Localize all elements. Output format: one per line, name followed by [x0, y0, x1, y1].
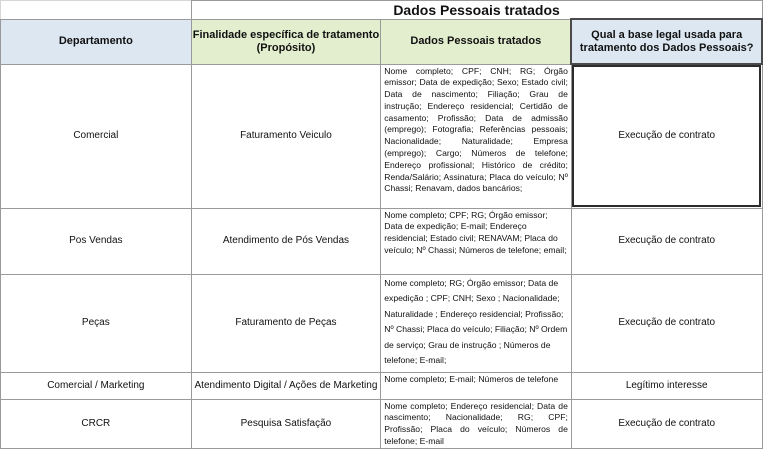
table-row: [1, 274, 763, 372]
cell-departamento[interactable]: Comercial / Marketing: [1, 372, 192, 399]
header-finalidade-text: Finalidade específica de tratamento: [192, 28, 380, 41]
cell-finalidade[interactable]: Atendimento de Pós Vendas: [191, 208, 381, 274]
cell-dados[interactable]: Nome completo; RG; Órgão emissor; Data de expedição ; CPF; CNH; Sexo ; Nacionalidade; Naturalidade ; Endereço residencial; Profissão; Nº Chassi; Placa do veículo; Filiação; Nº Ordem de serviço; Grau de instrução ; Números de telefone; E-mail;: [381, 274, 572, 372]
cell-base-legal[interactable]: Execução de contrato: [571, 274, 762, 372]
table-row: [1, 208, 763, 274]
empty-cell[interactable]: [1, 1, 192, 20]
section-title[interactable]: Dados Pessoais tratados: [191, 1, 762, 20]
cell-departamento[interactable]: Pos Vendas: [1, 208, 192, 274]
title-row: [1, 1, 763, 20]
cell-dados[interactable]: Nome completo; CPF; CNH; RG; Órgão emissor; Data de expedição; Sexo; Estado civil; Data de nascimento; Filiação; Grau de instrução; Endereço residencial; Certidão de casamento; Profissão; Data de admissão (emprego); Fotografia; Referências pessoais; Nacionalidade; Naturalidade; Empresa (emprego); Cargo; Números de telefone; Endereço profissional; Histórico de crédito; Renda/Salário; Assinatura; Placa do veículo; Nº Chassi; Renavam, dados bancários;: [381, 64, 572, 208]
cell-base-legal[interactable]: Execução de contrato: [571, 208, 762, 274]
header-finalidade-subtext: (Propósito): [256, 41, 316, 54]
cell-finalidade[interactable]: Pesquisa Satisfação: [191, 399, 381, 448]
table-row: [1, 372, 763, 399]
cell-departamento[interactable]: Peças: [1, 274, 192, 372]
cell-dados[interactable]: Nome completo; Endereço residencial; Data de nascimento; Nacionalidade; RG; CPF; Profissão; Placa do veículo; Números de telefone; E-mail: [381, 399, 572, 448]
cell-finalidade[interactable]: Atendimento Digital / Ações de Marketing: [191, 372, 381, 399]
header-finalidade[interactable]: [191, 19, 381, 64]
cell-dados[interactable]: Nome completo; CPF; RG; Órgão emissor; Data de expedição; E-mail; Endereço residencial; Estado civil; RENAVAM; Placa do veículo; Nº Chassi; Números de telefone; email;: [381, 208, 572, 274]
header-departamento[interactable]: Departamento: [1, 19, 192, 64]
cell-departamento[interactable]: CRCR: [1, 399, 192, 448]
cell-dados[interactable]: Nome completo; E-mail; Números de telefone: [381, 372, 572, 399]
cell-base-legal[interactable]: Legítimo interesse: [571, 372, 762, 399]
table-row: [1, 64, 763, 208]
cell-finalidade[interactable]: Faturamento Veiculo: [191, 64, 381, 208]
header-row: [1, 19, 763, 64]
cell-finalidade[interactable]: Faturamento de Peças: [191, 274, 381, 372]
cell-base-legal[interactable]: Execução de contrato: [571, 399, 762, 448]
header-dados[interactable]: Dados Pessoais tratados: [381, 19, 572, 64]
cell-base-legal[interactable]: Execução de contrato: [571, 64, 762, 208]
table-row: [1, 399, 763, 448]
header-base-legal[interactable]: Qual a base legal usada para tratamento dos Dados Pessoais?: [571, 19, 762, 64]
cell-departamento[interactable]: Comercial: [1, 64, 192, 208]
